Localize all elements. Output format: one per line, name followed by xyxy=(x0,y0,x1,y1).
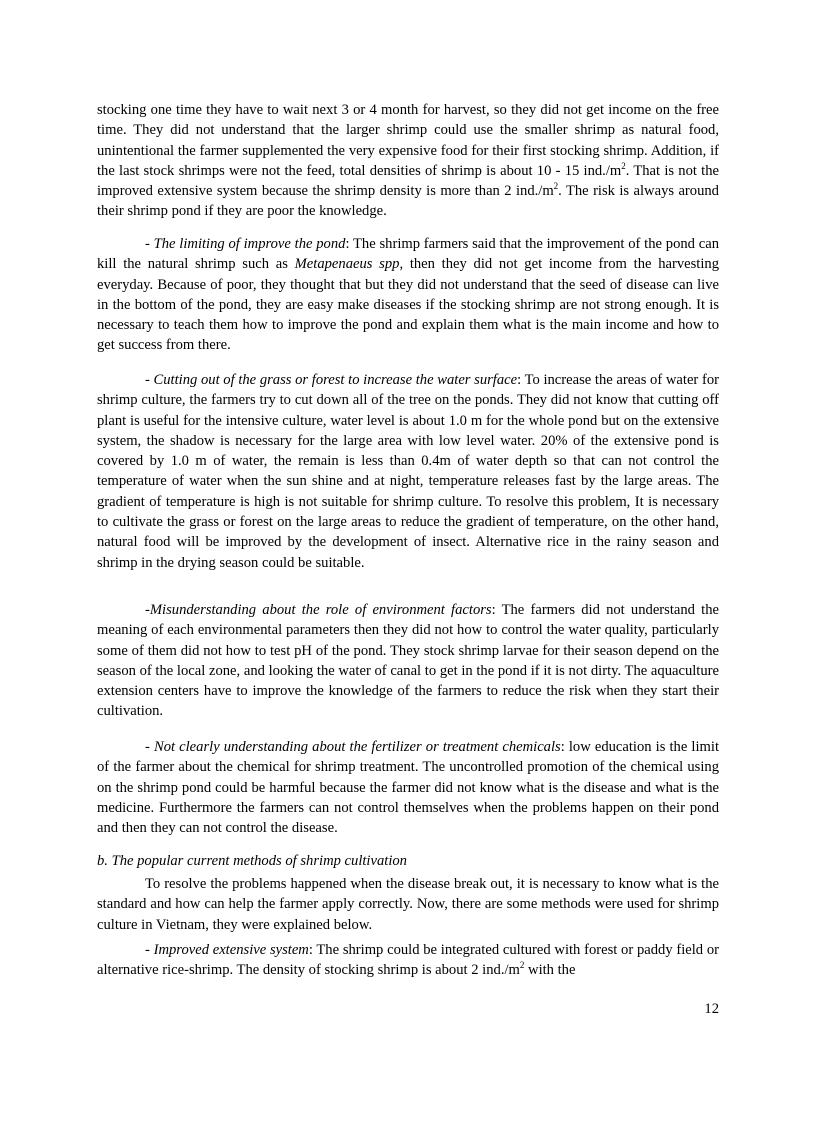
paragraph-text: with the xyxy=(524,962,576,979)
paragraph-fertilizer xyxy=(97,737,719,838)
section-subheading: b. The popular current methods of shrimp cultivation xyxy=(97,853,407,869)
paragraph-text: : The farmers did not understand the meaning of each environmental parameters then they did not how to control the water quality, particularly some of them did not how to test pH of the pond. They stock shrimp larvae for their season depend on the season of the local zone, and looking the water of canal to get in the pond if it is not dirty. The aquaculture extension centers have to improve the knowledge of the farmers to reduce the risk when they start their cultivation. xyxy=(97,602,719,720)
bullet-dash: - xyxy=(145,602,150,618)
paragraph-heading: Misunderstanding about the role of environment factors xyxy=(149,602,492,618)
paragraph-text: stocking one time they have to wait next 3 or 4 month for harvest, so they did not get income on the free time. They did not understand that the larger shrimp could use the smaller shrimp as natural food, unintentional the farmer supplemented the very expensive food for their first stocking shrimp. Addition, if the last stock shrimps were not the feed, total densities of shrimp is about 10 - 15 ind./m xyxy=(97,102,719,179)
page-number: 12 xyxy=(704,1001,719,1017)
bullet-dash: - xyxy=(145,236,154,252)
paragraph-heading: The limiting of improve the pond xyxy=(153,236,346,252)
superscript: 2 xyxy=(519,960,525,971)
paragraph-text: To resolve the problems happened when the disease break out, it is necessary to know what is the standard and how can help the farmer apply correctly. Now, there are some methods were used for shrimp culture in Vietnam, they were explained below. xyxy=(97,876,719,933)
paragraph-heading: Cutting out of the grass or forest to increase the water surface xyxy=(153,372,518,388)
superscript: 2 xyxy=(553,181,559,192)
paragraph-heading: Improved extensive system xyxy=(153,942,309,958)
paragraph-text: : low education is the limit of the farmer about the chemical for shrimp treatment. The uncontrolled promotion of the chemical using on the shrimp pond could be harmful because the farmer did not know what is the disease and what is the medicine. Furthermore the farmers can not control themselves when the problems happen on their pond and then they can not control the disease. xyxy=(97,739,719,837)
paragraph-cutting-grass xyxy=(97,370,719,573)
paragraph-stocking-density xyxy=(97,100,719,222)
paragraph-limiting-pond xyxy=(97,234,719,356)
paragraph-text: : To increase the areas of water for shrimp culture, the farmers try to cut down all of the tree on the ponds. They did not know that cutting off plant is useful for the intensive culture, water level is about 1.0 m for the whole pond but on the extensive system, the shadow is necessary for the large area with low level water. 20% of the extensive pond is covered by 1.0 m of water, the remain is less than 0.4m of water depth so that can not control the temperature of water when the sun shine and at night, temperature releases fast by the large areas. The gradient of temperature is high is not suitable for shrimp culture. To resolve this problem, It is necessary to cultivate the grass or forest on the large areas to reduce the gradient of temperature, on the other hand, natural food will be improved by the development of insect. Alternative rice in the rainy season and shrimp in the drying season could be suitable. xyxy=(97,372,719,571)
paragraph-text: , then they did not get income from the harvesting everyday. Because of poor, they thought that but they did not understand that the seed of disease can live in the bottom of the pond, they are easy make diseases if the stocking shrimp are not strong enough. It is necessary to teach them how to improve the pond and explain them what is the main income and how to get success from there. xyxy=(97,256,719,354)
species-name: Metapenaeus spp xyxy=(294,256,400,273)
paragraph-current-methods xyxy=(97,874,719,935)
bullet-dash: - xyxy=(145,372,154,388)
paragraph-text: : The shrimp could be integrated cultured with forest or paddy field or alternative rice-shrimp. The density of stocking shrimp is about 2 ind./m xyxy=(97,942,719,979)
paragraph-text: : The shrimp farmers said that the improvement of the pond can kill the natural shrimp such as xyxy=(97,236,719,273)
bullet-dash: - xyxy=(145,739,154,755)
paragraph-text: . That is not the improved extensive system because the shrimp density is more than 2 ind./m xyxy=(97,162,719,200)
paragraph-heading: Not clearly understanding about the fertilizer or treatment chemicals xyxy=(153,739,561,755)
paragraph-environment-factors xyxy=(97,600,719,722)
paragraph-text: . The risk is always around their shrimp pond if they are poor the knowledge. xyxy=(97,183,719,220)
superscript: 2 xyxy=(621,160,626,171)
paragraph-improved-extensive xyxy=(97,940,719,981)
bullet-dash: - xyxy=(145,942,154,958)
